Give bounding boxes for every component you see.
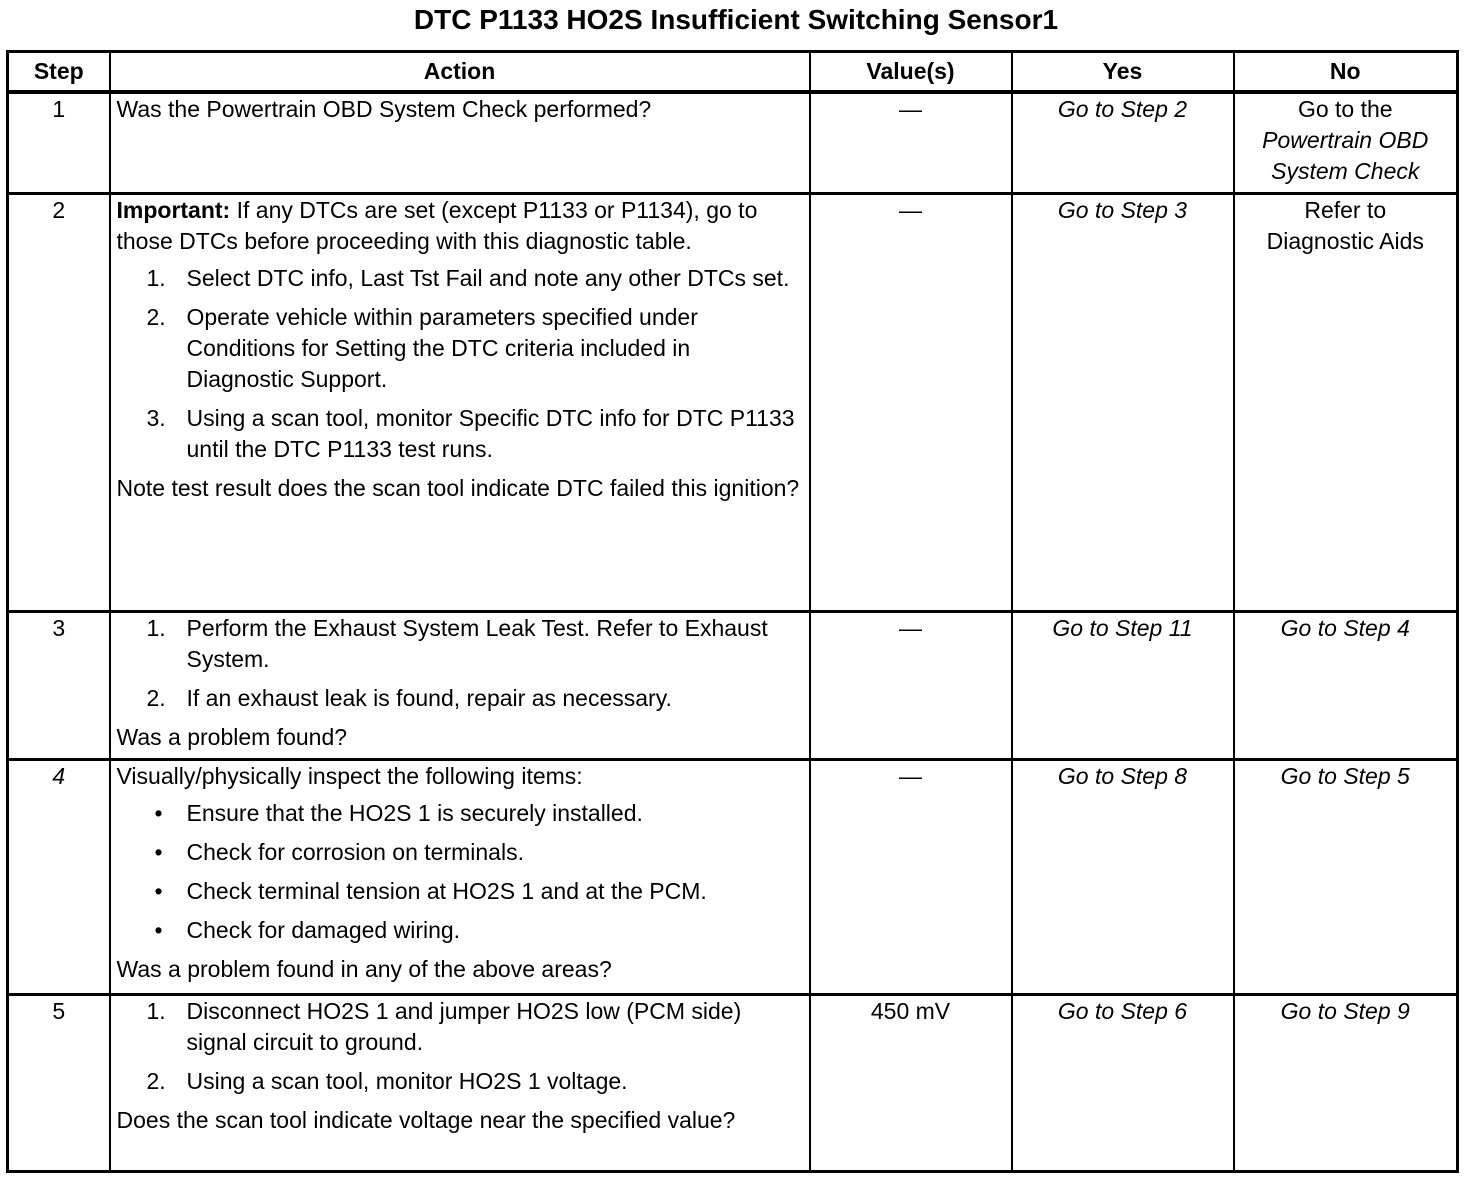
list-item [117,798,803,829]
header-action: Action [110,52,810,93]
header-no: No [1234,52,1458,93]
list-number: 2. [146,303,166,330]
list-number: 3. [146,404,166,431]
action-text: Visually/physically inspect the following items: [116,762,583,789]
table-row [8,994,1458,1171]
step-list [117,996,803,1097]
header-row [8,52,1458,93]
bullet-icon: • [154,799,163,826]
question-text: Note test result does the scan tool indicate DTC failed this ignition? [116,474,800,501]
yes-cell [1012,92,1234,193]
dtc-table [6,50,1459,1173]
bullet-list [117,798,803,946]
yes-cell [1012,759,1234,994]
value-cell: — [810,92,1012,193]
important-label: Important: [116,196,231,223]
list-number: 1. [146,264,166,291]
yes-link[interactable]: Go to Step 2 [1057,96,1188,122]
list-item [117,915,803,946]
list-text: Ensure that the HO2S 1 is securely installed. [186,799,643,826]
no-link[interactable]: Go to Step 4 [1280,614,1410,641]
list-item [117,263,803,294]
question-text: Does the scan tool indicate voltage near the specified value? [116,1106,736,1133]
important-text: If any DTCs are set (except P1133 or P1134), go to those DTCs before proceeding with this diagnostic table. [116,196,758,254]
no-link[interactable]: Go to Step 9 [1280,997,1410,1024]
no-link-line[interactable]: Refer to [1304,196,1387,223]
yes-link[interactable]: Go to Step 6 [1057,997,1188,1024]
yes-link[interactable]: Go to Step 3 [1057,196,1188,223]
step-number: 5 [8,994,110,1171]
list-item [117,837,803,868]
action-text: Was the Powertrain OBD System Check performed? [116,96,652,122]
list-item [117,996,803,1058]
action-cell [110,994,810,1171]
yes-cell [1012,994,1234,1171]
step-number: 1 [8,92,110,193]
list-text: Select DTC info, Last Tst Fail and note any other DTCs set. [186,264,790,291]
list-text: Using a scan tool, monitor HO2S 1 voltage. [186,1067,628,1094]
list-text: Using a scan tool, monitor Specific DTC info for DTC P1133 until the DTC P1133 test runs. [186,404,795,462]
value-cell: — [810,759,1012,994]
list-number: 2. [146,684,166,711]
table-row [8,92,1458,193]
action-cell [110,92,810,193]
list-number: 1. [146,614,166,641]
list-text: Check for damaged wiring. [186,916,461,943]
no-cell [1234,759,1458,994]
yes-link[interactable]: Go to Step 11 [1052,614,1193,641]
no-link-line[interactable]: System Check [1271,158,1420,184]
list-item [117,1066,803,1097]
list-text: Perform the Exhaust System Leak Test. Refer to Exhaust System. [186,614,768,672]
list-text: Operate vehicle within parameters specified under Conditions for Setting the DTC criteria included in Diagnostic Support. [186,303,698,392]
action-cell [110,193,810,611]
step-list [117,263,803,465]
list-item [117,403,803,465]
yes-cell [1012,193,1234,611]
action-cell [110,759,810,994]
table-row [8,193,1458,611]
header-yes: Yes [1012,52,1234,93]
list-item [117,613,803,675]
no-text: Go to the [1297,96,1393,122]
bullet-icon: • [154,916,163,943]
yes-link[interactable]: Go to Step 8 [1057,762,1188,789]
list-item [117,683,803,714]
list-number: 2. [146,1067,166,1094]
no-link-line[interactable]: Powertrain OBD [1262,127,1429,153]
list-text: Check terminal tension at HO2S 1 and at the PCM. [186,877,707,904]
no-cell [1234,994,1458,1171]
step-number: 3 [8,611,110,759]
no-cell [1234,92,1458,193]
important-note [117,195,803,257]
bullet-icon: • [154,877,163,904]
header-values: Value(s) [810,52,1012,93]
no-link[interactable]: Go to Step 5 [1280,762,1410,789]
header-step: Step [8,52,110,93]
no-link-line[interactable]: Diagnostic Aids [1266,227,1424,254]
list-text: Check for corrosion on terminals. [186,838,524,865]
step-number: 4 [8,759,110,994]
table-row [8,759,1458,994]
list-text: If an exhaust leak is found, repair as necessary. [186,684,672,711]
value-cell: — [810,611,1012,759]
table-row [8,611,1458,759]
step-list [117,613,803,714]
step-number: 2 [8,193,110,611]
list-number: 1. [146,997,166,1024]
value-cell: — [810,193,1012,611]
yes-cell [1012,611,1234,759]
question-text: Was a problem found in any of the above areas? [116,955,612,982]
list-item [117,876,803,907]
bullet-icon: • [154,838,163,865]
list-text: Disconnect HO2S 1 and jumper HO2S low (PCM side) signal circuit to ground. [186,997,742,1055]
list-item [117,302,803,395]
no-cell [1234,193,1458,611]
value-cell: 450 mV [810,994,1012,1171]
page-title: DTC P1133 HO2S Insufficient Switching Sensor1 [413,4,1059,35]
question-text: Was a problem found? [116,723,348,750]
no-cell [1234,611,1458,759]
action-cell [110,611,810,759]
